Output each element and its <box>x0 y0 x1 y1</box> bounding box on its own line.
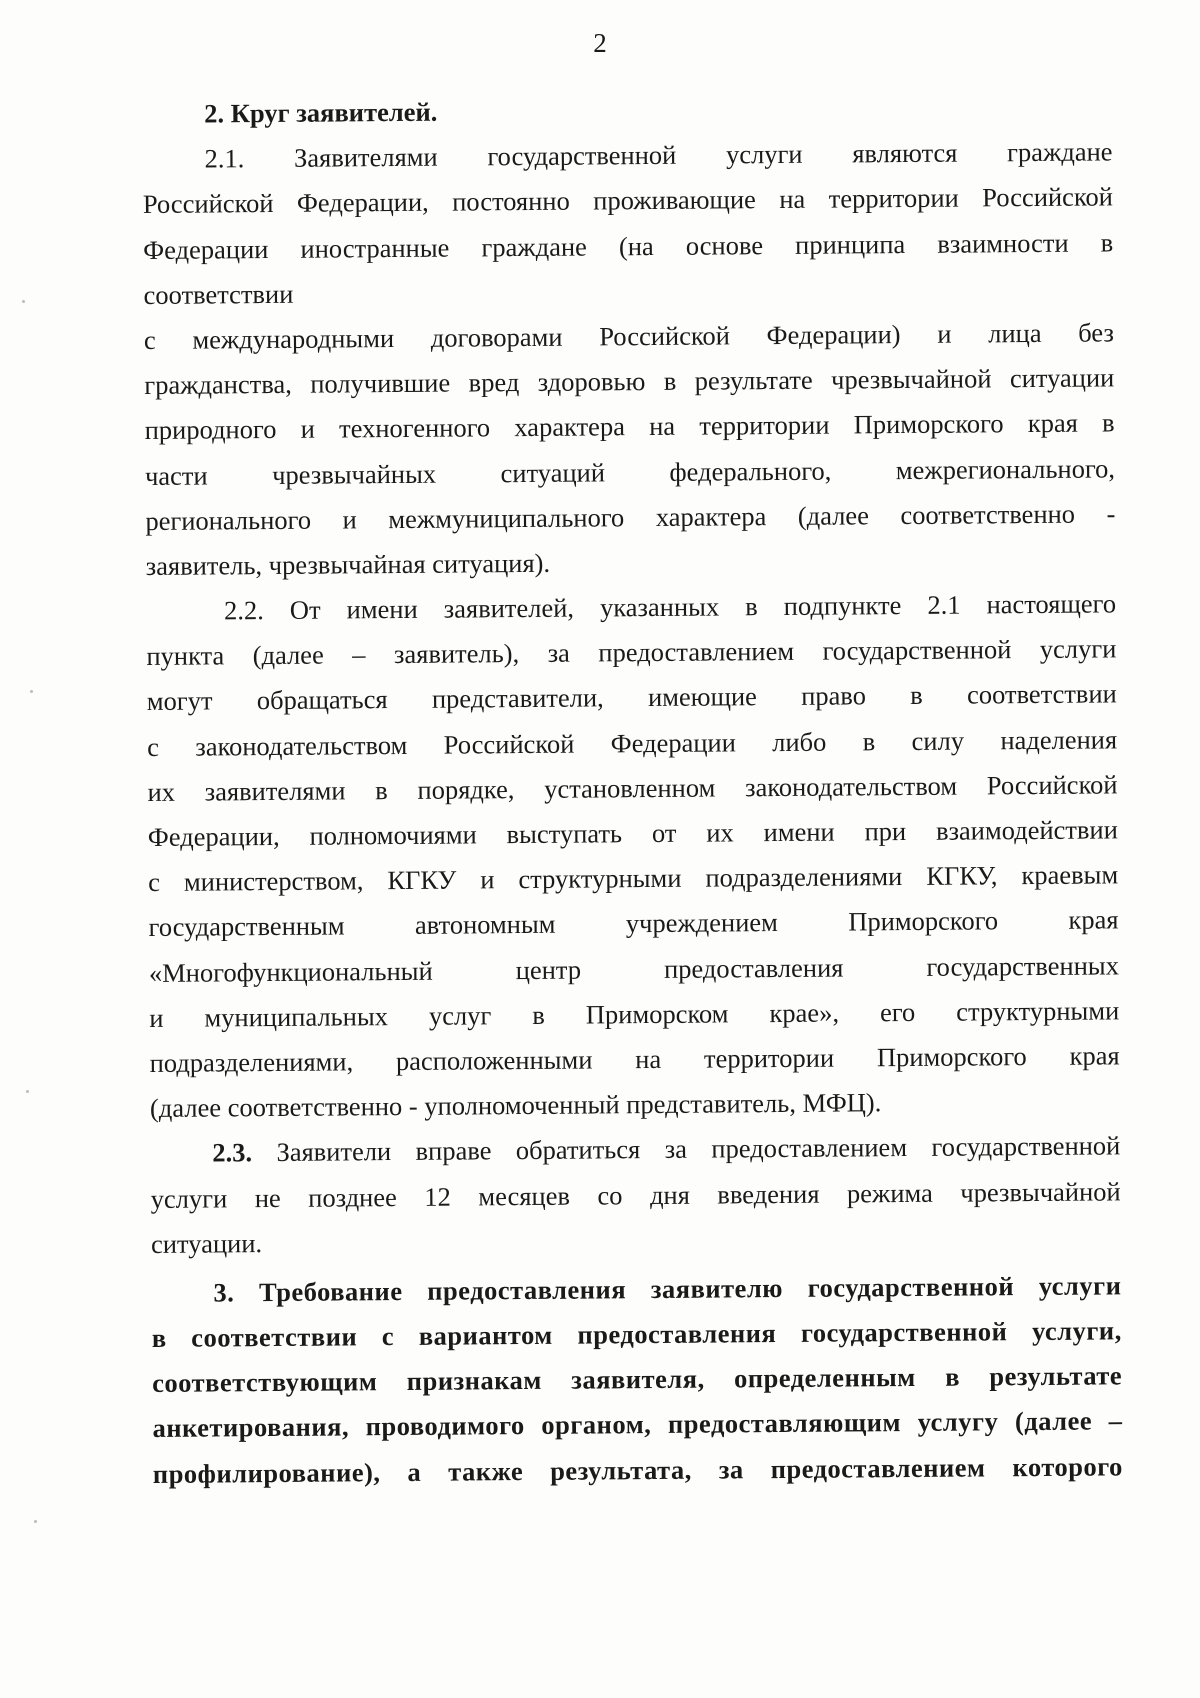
text-line: регионального и межмуниципального характера (далее соответственно - <box>145 498 1116 536</box>
document-body <box>142 84 1123 1496</box>
text-line: 2.1. Заявителями государственной услуги являются граждане <box>204 136 1113 174</box>
text-line: гражданства, получившие вред здоровью в результате чрезвычайной ситуации <box>144 362 1115 401</box>
text-line <box>150 1124 1120 1177</box>
text-line: Федерации, полномочиями выступать от их имени при взаимодействии <box>147 814 1118 852</box>
text-line: подразделениями, расположенными на территории Приморского края <box>149 1040 1120 1078</box>
text-line: и муниципальных услуг в Приморском крае», его структурными <box>149 995 1120 1033</box>
text-line: «Многофункциональный центр предоставления государственных <box>148 949 1120 988</box>
text-fragment: Заявители вправе обратиться за предоставлением государственной <box>251 1130 1121 1168</box>
paragraph-2-1 <box>142 130 1116 589</box>
text-line: (далее соответственно - уполномоченный представитель, МФЦ). <box>149 1087 882 1124</box>
text-line: пункта (далее – заявитель), за предоставлением государственной услуги <box>146 633 1117 672</box>
text-line: Российской Федерации, постоянно проживающие на территории Российской <box>142 181 1113 220</box>
text-line: заявитель, чрезвычайная ситуация). <box>145 547 551 581</box>
text-line: 3. Требование предоставления заявителю государственной услуги <box>213 1270 1122 1308</box>
text-line: анкетирования, проводимого органом, предоставляющим услугу (далее – <box>152 1405 1123 1444</box>
text-line: их заявителями в порядке, установленном законодательством Российской <box>147 769 1118 807</box>
text-line: профилирование), а также результата, за предоставлением которого <box>152 1450 1123 1489</box>
paragraph-number: 2.3. <box>212 1137 253 1168</box>
page-number: 2 <box>593 28 607 58</box>
text-line: с министерством, КГКУ и структурными подразделениями КГКУ, краевым <box>148 859 1119 898</box>
text-line: услуги не позднее 12 месяцев со дня введения режима чрезвычайной <box>150 1175 1121 1214</box>
section-2-heading: 2. Круг заявителей. <box>204 96 438 129</box>
text-line: в соответствии с вариантом предоставления государственной услуги, <box>151 1315 1122 1354</box>
text-line: с законодательством Российской Федерации либо в силу наделения <box>147 723 1118 762</box>
text-line: соответствии <box>143 278 294 310</box>
text-line: с международными договорами Российской Федерации) и лица без <box>143 317 1115 355</box>
paragraph-2-3 <box>150 1124 1121 1267</box>
text-line: соответствующим признакам заявителя, определенным в результате <box>152 1360 1123 1399</box>
text-line: государственным автономным учреждением Приморского края <box>148 904 1119 943</box>
text-line: 2.2. От имени заявителей, указанных в подпункте 2.1 настоящего <box>223 588 1117 626</box>
section-3-heading <box>151 1263 1123 1497</box>
text-line: части чрезвычайных ситуаций федерального, межрегионального, <box>144 452 1116 491</box>
paragraph-2-2 <box>146 581 1120 1131</box>
text-line: природного и техногенного характера на территории Приморского края в <box>144 407 1115 446</box>
text-line: ситуации. <box>150 1227 263 1259</box>
text-line: Федерации иностранные граждане (на основе принципа взаимности в <box>143 226 1114 265</box>
text-line: могут обращаться представители, имеющие право в соответствии <box>146 678 1117 717</box>
